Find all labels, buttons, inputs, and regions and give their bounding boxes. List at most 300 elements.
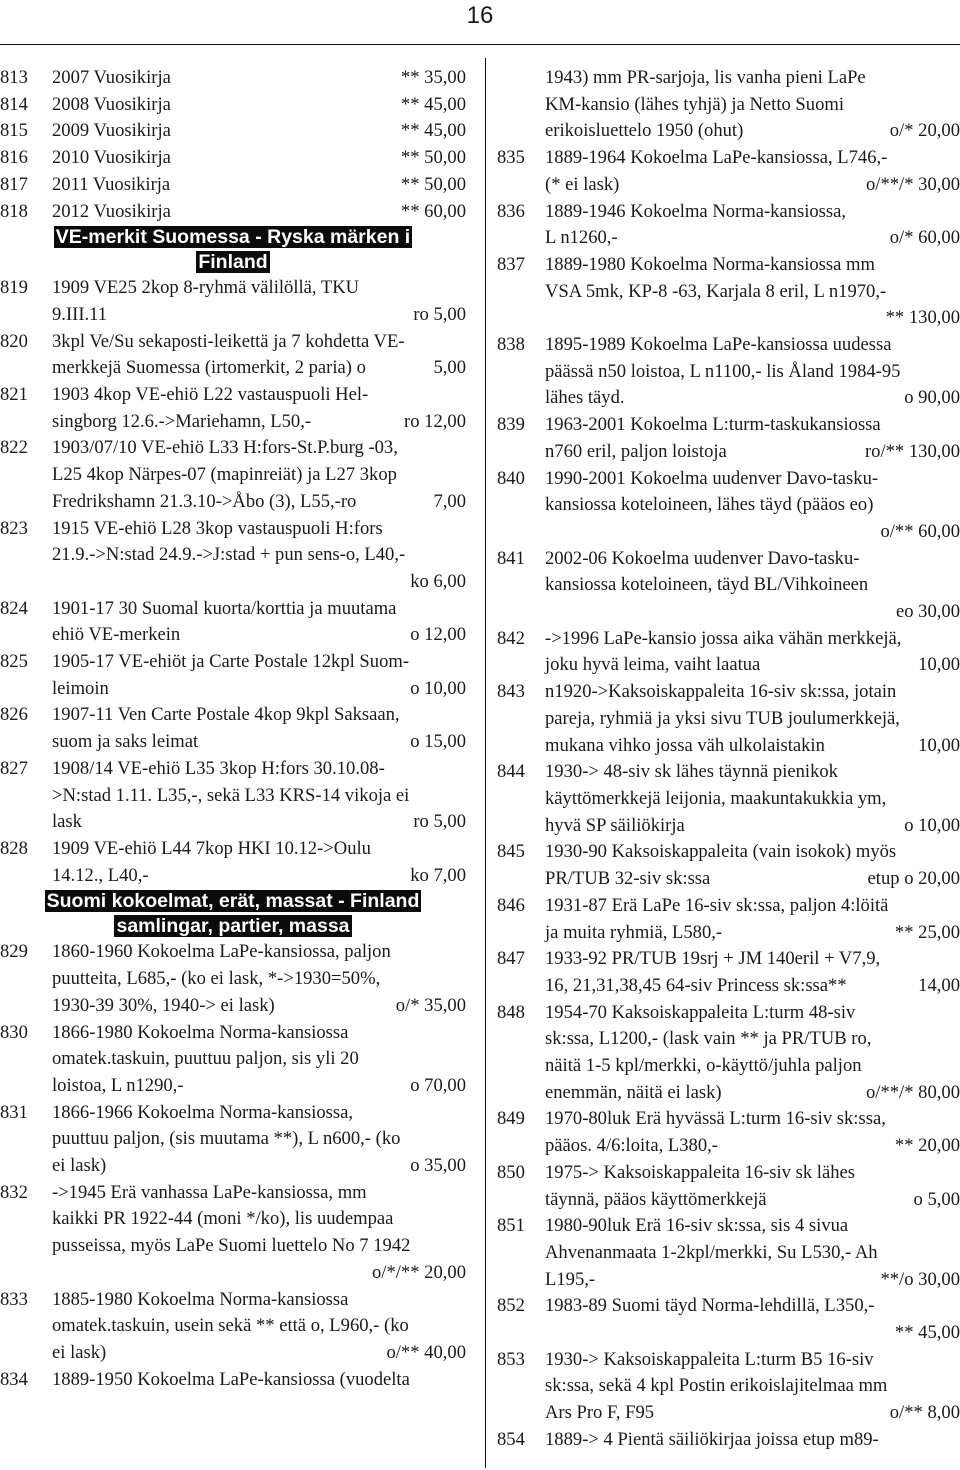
- lot-line: [52, 302, 466, 329]
- lot-number: 825: [0, 651, 28, 673]
- lot-line: [52, 1126, 466, 1153]
- lot-line: [545, 466, 960, 493]
- lot-description: [52, 1020, 466, 1100]
- lot-text: [52, 571, 57, 592]
- lot-description: [545, 145, 960, 198]
- right-column: [497, 65, 960, 1454]
- lot-text: ja muita ryhmiä, L580,-: [545, 921, 723, 943]
- lot-price: ** 45,00: [400, 120, 466, 142]
- lot-text: mukana vihko jossa väh ulkolaistakin: [545, 734, 825, 756]
- lot-line: [52, 542, 466, 569]
- lot-text: 1866-1980 Kokoelma Norma-kansiossa: [52, 1021, 349, 1043]
- lot-price: ** 45,00: [400, 93, 466, 115]
- lot-line: [52, 1020, 466, 1047]
- lot-line: [545, 813, 960, 840]
- lot-description: [52, 382, 466, 435]
- lot-text: 1908/14 VE-ehiö L35 3kop H:fors 30.10.08-: [52, 757, 385, 779]
- lot-line: [545, 1293, 960, 1320]
- lot-number: 842: [497, 627, 525, 649]
- lot-line: [52, 966, 466, 993]
- lot-text: lask: [52, 811, 82, 833]
- lot-number: 818: [0, 200, 28, 222]
- section-heading-line: [0, 914, 466, 939]
- lot-entry: [0, 1367, 466, 1394]
- lot-line: [545, 1187, 960, 1214]
- lot-line: [545, 1080, 960, 1107]
- lot-line: [545, 1347, 960, 1374]
- lot-text: pareja, ryhmiä ja yksi sivu TUB joulumerkkejä,: [545, 707, 900, 729]
- lot-line: [52, 435, 466, 462]
- lot-description: [545, 252, 960, 332]
- lot-price: o/**/* 30,00: [865, 173, 960, 195]
- lot-entry: [497, 1160, 960, 1213]
- lot-price: o 15,00: [410, 731, 466, 753]
- lot-line: [545, 92, 960, 119]
- lot-entry: [0, 435, 466, 515]
- lot-price: 14,00: [918, 974, 960, 996]
- lot-line: [52, 783, 466, 810]
- lot-text: 1909 VE25 2kop 8-ryhmä välilöllä, TKU: [52, 277, 360, 299]
- lot-line: [545, 572, 960, 599]
- lot-entry: [0, 1100, 466, 1180]
- lot-description: [545, 839, 960, 892]
- lot-line: [52, 145, 466, 172]
- lot-text: 1970-80luk Erä hyvässä L:turm 16-siv sk:ssa,: [545, 1108, 886, 1130]
- lot-text: [545, 521, 550, 542]
- lot-line: [52, 1260, 466, 1287]
- lot-price: ro 12,00: [404, 410, 466, 432]
- lot-text: singborg 12.6.->Mariehamn, L50,-: [52, 410, 312, 432]
- lot-description: [545, 1160, 960, 1213]
- lot-text: merkkejä Suomessa (irtomerkit, 2 paria) o: [52, 357, 366, 379]
- lot-price: ** 50,00: [400, 173, 466, 195]
- lot-number: 850: [497, 1161, 525, 1183]
- lot-line: [52, 676, 466, 703]
- lot-number: 847: [497, 948, 525, 970]
- lot-line: [545, 225, 960, 252]
- lot-line: [545, 172, 960, 199]
- lot-price: ro/** 130,00: [864, 440, 960, 462]
- lot-text: 1943) mm PR-sarjoja, lis vanha pieni LaPe: [545, 67, 866, 88]
- lot-entry: [497, 65, 960, 145]
- lot-number: 823: [0, 517, 28, 539]
- lot-number: 813: [0, 67, 28, 88]
- lot-text: 1933-92 PR/TUB 19srj + JM 140eril + V7,9,: [545, 948, 881, 970]
- lot-text: leimoin: [52, 677, 109, 699]
- lot-text: 1889-> 4 Pientä säiliökirjaa joissa etup m89-: [545, 1428, 879, 1450]
- lot-description: [545, 626, 960, 679]
- lot-description: [52, 92, 466, 119]
- lot-text: 3kpl Ve/Su sekaposti-leikettä ja 7 kohdetta VE-: [52, 330, 405, 352]
- lot-text: VSA 5mk, KP-8 -63, Karjala 8 eril, L n1970,-: [545, 280, 887, 302]
- lot-number: 854: [497, 1428, 525, 1450]
- lot-description: [52, 172, 466, 199]
- lot-line: [52, 118, 466, 145]
- lot-text: 1990-2001 Kokoelma uudenver Davo-tasku-: [545, 467, 879, 489]
- lot-entry: [0, 92, 466, 119]
- lot-number: 844: [497, 761, 525, 783]
- lot-line: [545, 1400, 960, 1427]
- lot-price: o 35,00: [410, 1155, 466, 1177]
- lot-text: ei lask): [52, 1155, 107, 1177]
- lot-entry: [497, 1347, 960, 1427]
- lot-text: puutteita, L685,- (ko ei lask, *->1930=50%,: [52, 968, 381, 990]
- lot-text: 1930-> Kaksoiskappaleita L:turm B5 16-siv: [545, 1348, 874, 1370]
- lot-description: [545, 1213, 960, 1293]
- lot-text: 1954-70 Kaksoiskappaleita L:turm 48-siv: [545, 1001, 856, 1023]
- lot-line: [52, 1046, 466, 1073]
- lot-description: [52, 596, 466, 649]
- lot-description: [545, 199, 960, 252]
- lot-number: 829: [0, 941, 28, 963]
- lot-number: 846: [497, 894, 525, 916]
- lot-line: [52, 836, 466, 863]
- lot-price: eo 30,00: [895, 601, 960, 623]
- lot-entry: [0, 939, 466, 1019]
- lot-entry: [0, 118, 466, 145]
- lot-text: >N:stad 1.11. L35,-, sekä L33 KRS-14 vikoja ei: [52, 784, 410, 806]
- lot-text: 1895-1989 Kokoelma LaPe-kansiossa uudessa: [545, 334, 892, 356]
- lot-text: 1889-1950 Kokoelma LaPe-kansiossa (vuodelta: [52, 1368, 410, 1390]
- lot-description: [52, 435, 466, 515]
- lot-text: enemmän, näitä ei lask): [545, 1081, 722, 1103]
- lot-line: [545, 1053, 960, 1080]
- lot-price: o/* 35,00: [395, 994, 466, 1016]
- lot-text: 9.III.11: [52, 303, 108, 325]
- lot-text: 1909 VE-ehiö L44 7kop HKI 10.12->Oulu: [52, 837, 371, 859]
- lot-text: ->1996 LaPe-kansio jossa aika vähän merkkejä,: [545, 627, 902, 649]
- lot-text: 1866-1966 Kokoelma Norma-kansiossa,: [52, 1101, 354, 1123]
- lot-line: [545, 332, 960, 359]
- lot-price: ** 20,00: [894, 1135, 960, 1157]
- lot-entry: [497, 679, 960, 759]
- lot-price: 5,00: [433, 357, 466, 379]
- lot-text: [545, 601, 550, 622]
- lot-description: [52, 275, 466, 328]
- lot-text: ei lask): [52, 1341, 107, 1363]
- lot-line: [545, 359, 960, 386]
- lot-text: loistoa, L n1290,-: [52, 1074, 184, 1096]
- lot-price: ** 45,00: [894, 1322, 960, 1344]
- lot-text: 2008 Vuosikirja: [52, 93, 171, 115]
- lot-price: 7,00: [433, 490, 466, 512]
- lot-description: [52, 649, 466, 702]
- lot-text: pusseissa, myös LaPe Suomi luettelo No 7 1942: [52, 1235, 411, 1257]
- lot-line: [52, 1073, 466, 1100]
- lot-price: 10,00: [918, 654, 960, 676]
- lot-price: o/**/* 80,00: [865, 1081, 960, 1103]
- lot-entry: [0, 145, 466, 172]
- lot-description: [52, 329, 466, 382]
- lot-number: 828: [0, 837, 28, 859]
- lot-line: [545, 706, 960, 733]
- lot-line: [52, 649, 466, 676]
- lot-number: 838: [497, 334, 525, 356]
- lot-line: [545, 1106, 960, 1133]
- lot-line: [52, 809, 466, 836]
- lot-number: 820: [0, 330, 28, 352]
- lot-line: [545, 1373, 960, 1400]
- lot-text: L n1260,-: [545, 227, 618, 249]
- lot-line: [52, 1313, 466, 1340]
- lot-line: [545, 305, 960, 332]
- lot-entry: [497, 546, 960, 626]
- lot-line: [545, 1026, 960, 1053]
- lot-text: 1931-87 Erä LaPe 16-siv sk:ssa, paljon 4:löitä: [545, 894, 889, 916]
- lot-text: ->1945 Erä vanhassa LaPe-kansiossa, mm: [52, 1181, 367, 1203]
- lot-text: 2010 Vuosikirja: [52, 147, 171, 169]
- lot-line: [52, 1367, 466, 1394]
- lot-line: [545, 1213, 960, 1240]
- lot-line: [545, 1000, 960, 1027]
- lot-line: [52, 622, 466, 649]
- lot-line: [52, 1100, 466, 1127]
- lot-text: [52, 1262, 57, 1283]
- lot-line: [545, 1427, 960, 1454]
- lot-text: 14.12., L40,-: [52, 864, 149, 886]
- lot-text: 1907-11 Ven Carte Postale 4kop 9kpl Saksaan,: [52, 704, 400, 726]
- lot-text: joku hyvä leima, vaiht laatua: [545, 654, 761, 676]
- lot-description: [52, 199, 466, 226]
- section-heading-line: [0, 250, 466, 275]
- lot-text: käyttömerkkejä leijonia, maakuntakukkia ym,: [545, 787, 887, 809]
- lot-price: ko 7,00: [410, 864, 466, 886]
- lot-description: [52, 65, 466, 92]
- lot-number: 836: [497, 200, 525, 222]
- lot-price: o/* 20,00: [889, 120, 960, 142]
- lot-text: 1930-39 30%, 1940-> ei lask): [52, 994, 275, 1016]
- lot-description: [545, 1293, 960, 1346]
- lot-text: Fredrikshamn 21.3.10->Åbo (3), L55,-ro: [52, 490, 357, 512]
- lot-description: [545, 65, 960, 145]
- lot-line: [545, 946, 960, 973]
- lot-entry: [0, 1287, 466, 1367]
- lot-price: ro 5,00: [413, 303, 466, 325]
- lot-number: 837: [497, 253, 525, 275]
- lot-description: [52, 1367, 466, 1394]
- lot-text: 2012 Vuosikirja: [52, 200, 171, 222]
- lot-text: (* ei lask): [545, 173, 620, 195]
- lot-line: [52, 1287, 466, 1314]
- lot-entry: [0, 596, 466, 649]
- lot-price: o 10,00: [410, 677, 466, 699]
- lot-line: [52, 409, 466, 436]
- lot-text: 1889-1946 Kokoelma Norma-kansiossa,: [545, 200, 847, 222]
- lot-text: kansiossa koteloineen, lähes täyd (pääos eo): [545, 494, 874, 516]
- lot-text: päässä n50 loistoa, L n1100,- lis Åland 1984-95: [545, 360, 901, 382]
- lot-line: [52, 1233, 466, 1260]
- lot-text: omatek.taskuin, usein sekä ** että o, L960,- (ko: [52, 1315, 409, 1337]
- lot-number: 822: [0, 437, 28, 459]
- lot-text: 1915 VE-ehiö L28 3kop vastauspuoli H:fors: [52, 517, 383, 539]
- lot-number: 845: [497, 841, 525, 863]
- lot-entry: [497, 252, 960, 332]
- lot-line: [545, 652, 960, 679]
- lot-text: 1983-89 Suomi täyd Norma-lehdillä, L350,-: [545, 1295, 875, 1317]
- lot-text: 1901-17 30 Suomal kuorta/korttia ja muutama: [52, 597, 397, 619]
- lot-price: o/* 60,00: [889, 227, 960, 249]
- lot-entry: [0, 1020, 466, 1100]
- lot-text: lähes täyd.: [545, 387, 625, 409]
- lot-description: [545, 946, 960, 999]
- lot-text: L195,-: [545, 1268, 596, 1290]
- lot-number: 833: [0, 1288, 28, 1310]
- lot-text: 1889-1964 Kokoelma LaPe-kansiossa, L746,-: [545, 147, 888, 169]
- lot-entry: [497, 412, 960, 465]
- lot-line: [545, 1240, 960, 1267]
- lot-description: [545, 759, 960, 839]
- lot-text: n1920->Kaksoiskappaleita 16-siv sk:ssa, jotain: [545, 681, 897, 703]
- lot-text: 1930-90 Kaksoiskappaleita (vain isokok) myös: [545, 841, 897, 863]
- lot-text: kansiossa koteloineen, täyd BL/Vihkoineen: [545, 574, 869, 596]
- lot-number: 835: [497, 147, 525, 169]
- lot-number: 824: [0, 597, 28, 619]
- lot-entry: [497, 626, 960, 679]
- lot-line: [545, 679, 960, 706]
- lot-entry: [0, 702, 466, 755]
- lot-description: [52, 145, 466, 172]
- lot-line: [52, 275, 466, 302]
- lot-text: 1903 4kop VE-ehiö L22 vastauspuoli Hel-: [52, 384, 369, 406]
- lot-price: ** 50,00: [400, 147, 466, 169]
- lot-text: 1885-1980 Kokoelma Norma-kansiossa: [52, 1288, 349, 1310]
- lot-text: [545, 1322, 550, 1343]
- lot-number: 830: [0, 1021, 28, 1043]
- section-heading-text: Suomi kokoelmat, erät, massat - Finland: [46, 890, 420, 913]
- lot-entry: [0, 65, 466, 92]
- lot-text: puuttuu paljon, (sis muutama **), L n600,- (ko: [52, 1128, 401, 1150]
- lot-line: [545, 973, 960, 1000]
- section-heading-line: [0, 889, 466, 914]
- lot-description: [52, 1287, 466, 1367]
- page-number: 16: [466, 2, 494, 29]
- lot-line: [52, 329, 466, 356]
- lot-entry: [0, 275, 466, 328]
- lot-line: [545, 759, 960, 786]
- lot-line: [545, 492, 960, 519]
- lot-number: 839: [497, 414, 525, 436]
- section-heading-text: samlingar, partier, massa: [116, 915, 350, 938]
- lot-entry: [0, 382, 466, 435]
- lot-description: [545, 679, 960, 759]
- lot-number: 840: [497, 467, 525, 489]
- lot-line: [52, 1206, 466, 1233]
- lot-entry: [497, 1293, 960, 1346]
- lot-line: [52, 756, 466, 783]
- lot-line: [545, 145, 960, 172]
- lot-line: [545, 866, 960, 893]
- lot-text: ehiö VE-merkein: [52, 624, 181, 646]
- lot-price: o 90,00: [904, 387, 960, 409]
- lot-description: [545, 332, 960, 412]
- lot-text: sk:ssa, L1200,- (lask vain ** ja PR/TUB ro,: [545, 1028, 872, 1050]
- lot-number: 834: [0, 1368, 28, 1390]
- lot-entry: [0, 836, 466, 889]
- lot-text: 1860-1960 Kokoelma LaPe-kansiossa, paljon: [52, 941, 391, 963]
- lot-description: [52, 756, 466, 836]
- column-divider: [485, 58, 486, 1468]
- lot-description: [545, 1347, 960, 1427]
- header-rule: [0, 44, 960, 45]
- lot-text: PR/TUB 32-siv sk:ssa: [545, 868, 711, 890]
- lot-price: ** 35,00: [400, 67, 466, 88]
- lot-text: 2007 Vuosikirja: [52, 67, 171, 88]
- lot-text: KM-kansio (lähes tyhjä) ja Netto Suomi: [545, 93, 844, 115]
- lot-entry: [497, 1106, 960, 1159]
- lot-number: 843: [497, 681, 525, 703]
- lot-entry: [497, 759, 960, 839]
- lot-text: L25 4kop Närpes-07 (mapinreiät) ja L27 3kop: [52, 464, 397, 486]
- lot-text: 16, 21,31,38,45 64-siv Princess sk:ssa**: [545, 974, 847, 996]
- lot-text: kaikki PR 1922-44 (moni */ko), lis uudempaa: [52, 1208, 394, 1230]
- section-heading-line: [0, 225, 466, 250]
- lot-entry: [0, 199, 466, 226]
- section-heading-text: Finland: [198, 251, 268, 274]
- lot-number: 849: [497, 1108, 525, 1130]
- lot-line: [545, 733, 960, 760]
- lot-number: 816: [0, 147, 28, 169]
- lot-line: [545, 626, 960, 653]
- lot-line: [545, 546, 960, 573]
- lot-text: suom ja saks leimat: [52, 731, 199, 753]
- lot-line: [545, 1267, 960, 1294]
- lot-line: [545, 412, 960, 439]
- lot-number: 819: [0, 277, 28, 299]
- lot-price: o/** 60,00: [880, 520, 960, 542]
- section-heading-text: VE-merkit Suomessa - Ryska märken i: [55, 226, 411, 249]
- lot-description: [52, 836, 466, 889]
- lot-price: o/** 40,00: [386, 1341, 466, 1363]
- lot-line: [52, 172, 466, 199]
- lot-line: [545, 1160, 960, 1187]
- lot-number: 848: [497, 1001, 525, 1023]
- lot-line: [545, 252, 960, 279]
- lot-price: o 5,00: [913, 1188, 960, 1210]
- lot-text: täynnä, pääos käyttömerkkejä: [545, 1188, 767, 1210]
- lot-price: ko 6,00: [410, 570, 466, 592]
- lot-line: [52, 1153, 466, 1180]
- lot-entry: [497, 1213, 960, 1293]
- lot-price: o 12,00: [410, 624, 466, 646]
- lot-entry: [497, 946, 960, 999]
- lot-description: [52, 516, 466, 596]
- lot-line: [545, 599, 960, 626]
- lot-description: [545, 466, 960, 546]
- lot-entry: [0, 649, 466, 702]
- lot-line: [52, 516, 466, 543]
- lot-description: [52, 118, 466, 145]
- lot-text: 2011 Vuosikirja: [52, 173, 171, 195]
- lot-line: [52, 939, 466, 966]
- lot-text: hyvä SP säiliökirja: [545, 814, 685, 836]
- lot-text: Ahvenanmaata 1-2kpl/merkki, Su L530,- Ah: [545, 1241, 878, 1263]
- lot-entry: [497, 145, 960, 198]
- lot-text: 1903/07/10 VE-ehiö L33 H:fors-St.P.burg -03,: [52, 437, 398, 459]
- lot-text: 1930-> 48-siv sk lähes täynnä pienikok: [545, 761, 838, 783]
- lot-price: ** 25,00: [894, 921, 960, 943]
- lot-entry: [497, 893, 960, 946]
- lot-entry: [0, 329, 466, 382]
- lot-line: [52, 993, 466, 1020]
- lot-line: [52, 462, 466, 489]
- lot-description: [545, 1427, 960, 1454]
- lot-text: sk:ssa, sekä 4 kpl Postin erikoislajitelmaa mm: [545, 1375, 888, 1397]
- lot-line: [545, 199, 960, 226]
- lot-entry: [497, 466, 960, 546]
- lot-line: [545, 786, 960, 813]
- lot-text: 1905-17 VE-ehiöt ja Carte Postale 12kpl Suom-: [52, 651, 410, 673]
- lot-number: 821: [0, 384, 28, 406]
